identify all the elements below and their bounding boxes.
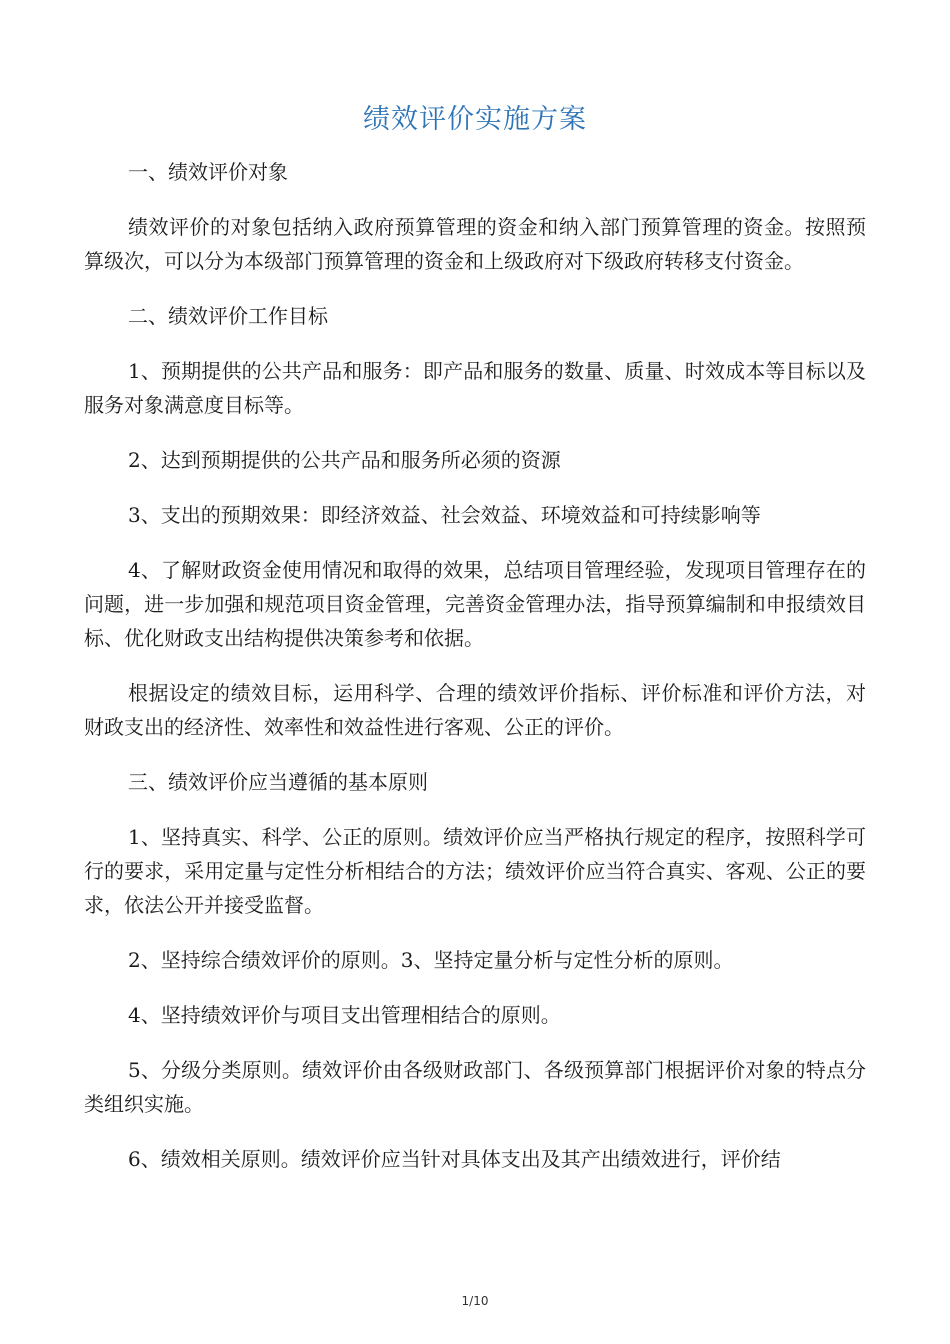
paragraph-goal-2: 2、达到预期提供的公共产品和服务所必须的资源 xyxy=(128,448,561,472)
paragraph-evaluation-method: 根据设定的绩效目标，运用科学、合理的绩效评价指标、评价标准和评价方法，对财政支出的经济性、效率性和效益性进行客观、公正的评价。 xyxy=(84,681,866,739)
paragraph-evaluation-objects: 绩效评价的对象包括纳入政府预算管理的资金和纳入部门预算管理的资金。按照预算级次，可以分为本级部门预算管理的资金和上级政府对下级政府转移支付资金。 xyxy=(84,215,866,273)
document-body xyxy=(84,155,866,1197)
paragraph-principle-6: 6、绩效相关原则。绩效评价应当针对具体支出及其产出绩效进行，评价结 xyxy=(128,1147,781,1171)
paragraph-goal-4: 4、了解财政资金使用情况和取得的效果，总结项目管理经验，发现项目管理存在的问题，进一步加强和规范项目资金管理，完善资金管理办法，指导预算编制和申报绩效目标、优化财政支出结构提供决策参考和依据。 xyxy=(84,558,866,650)
paragraph-goal-1: 1、预期提供的公共产品和服务：即产品和服务的数量、质量、时效成本等目标以及服务对象满意度目标等。 xyxy=(84,359,866,417)
paragraph-principle-2-3: 2、坚持综合绩效评价的原则。3、坚持定量分析与定性分析的原则。 xyxy=(128,948,734,972)
paragraph-goal-3: 3、支出的预期效果：即经济效益、社会效益、环境效益和可持续影响等 xyxy=(128,503,761,527)
section-heading-3: 三、绩效评价应当遵循的基本原则 xyxy=(128,770,428,794)
paragraph-principle-1: 1、坚持真实、科学、公正的原则。绩效评价应当严格执行规定的程序，按照科学可行的要求，采用定量与定性分析相结合的方法；绩效评价应当符合真实、客观、公正的要求，依法公开并接受监督。 xyxy=(84,825,866,917)
page-number: 1/10 xyxy=(461,1294,489,1308)
paragraph-principle-4: 4、坚持绩效评价与项目支出管理相结合的原则。 xyxy=(128,1003,561,1027)
paragraph-principle-5: 5、分级分类原则。绩效评价由各级财政部门、各级预算部门根据评价对象的特点分类组织实施。 xyxy=(84,1058,866,1116)
section-heading-1: 一、绩效评价对象 xyxy=(128,160,288,184)
document-title: 绩效评价实施方案 xyxy=(363,104,587,135)
section-heading-2: 二、绩效评价工作目标 xyxy=(128,304,328,328)
